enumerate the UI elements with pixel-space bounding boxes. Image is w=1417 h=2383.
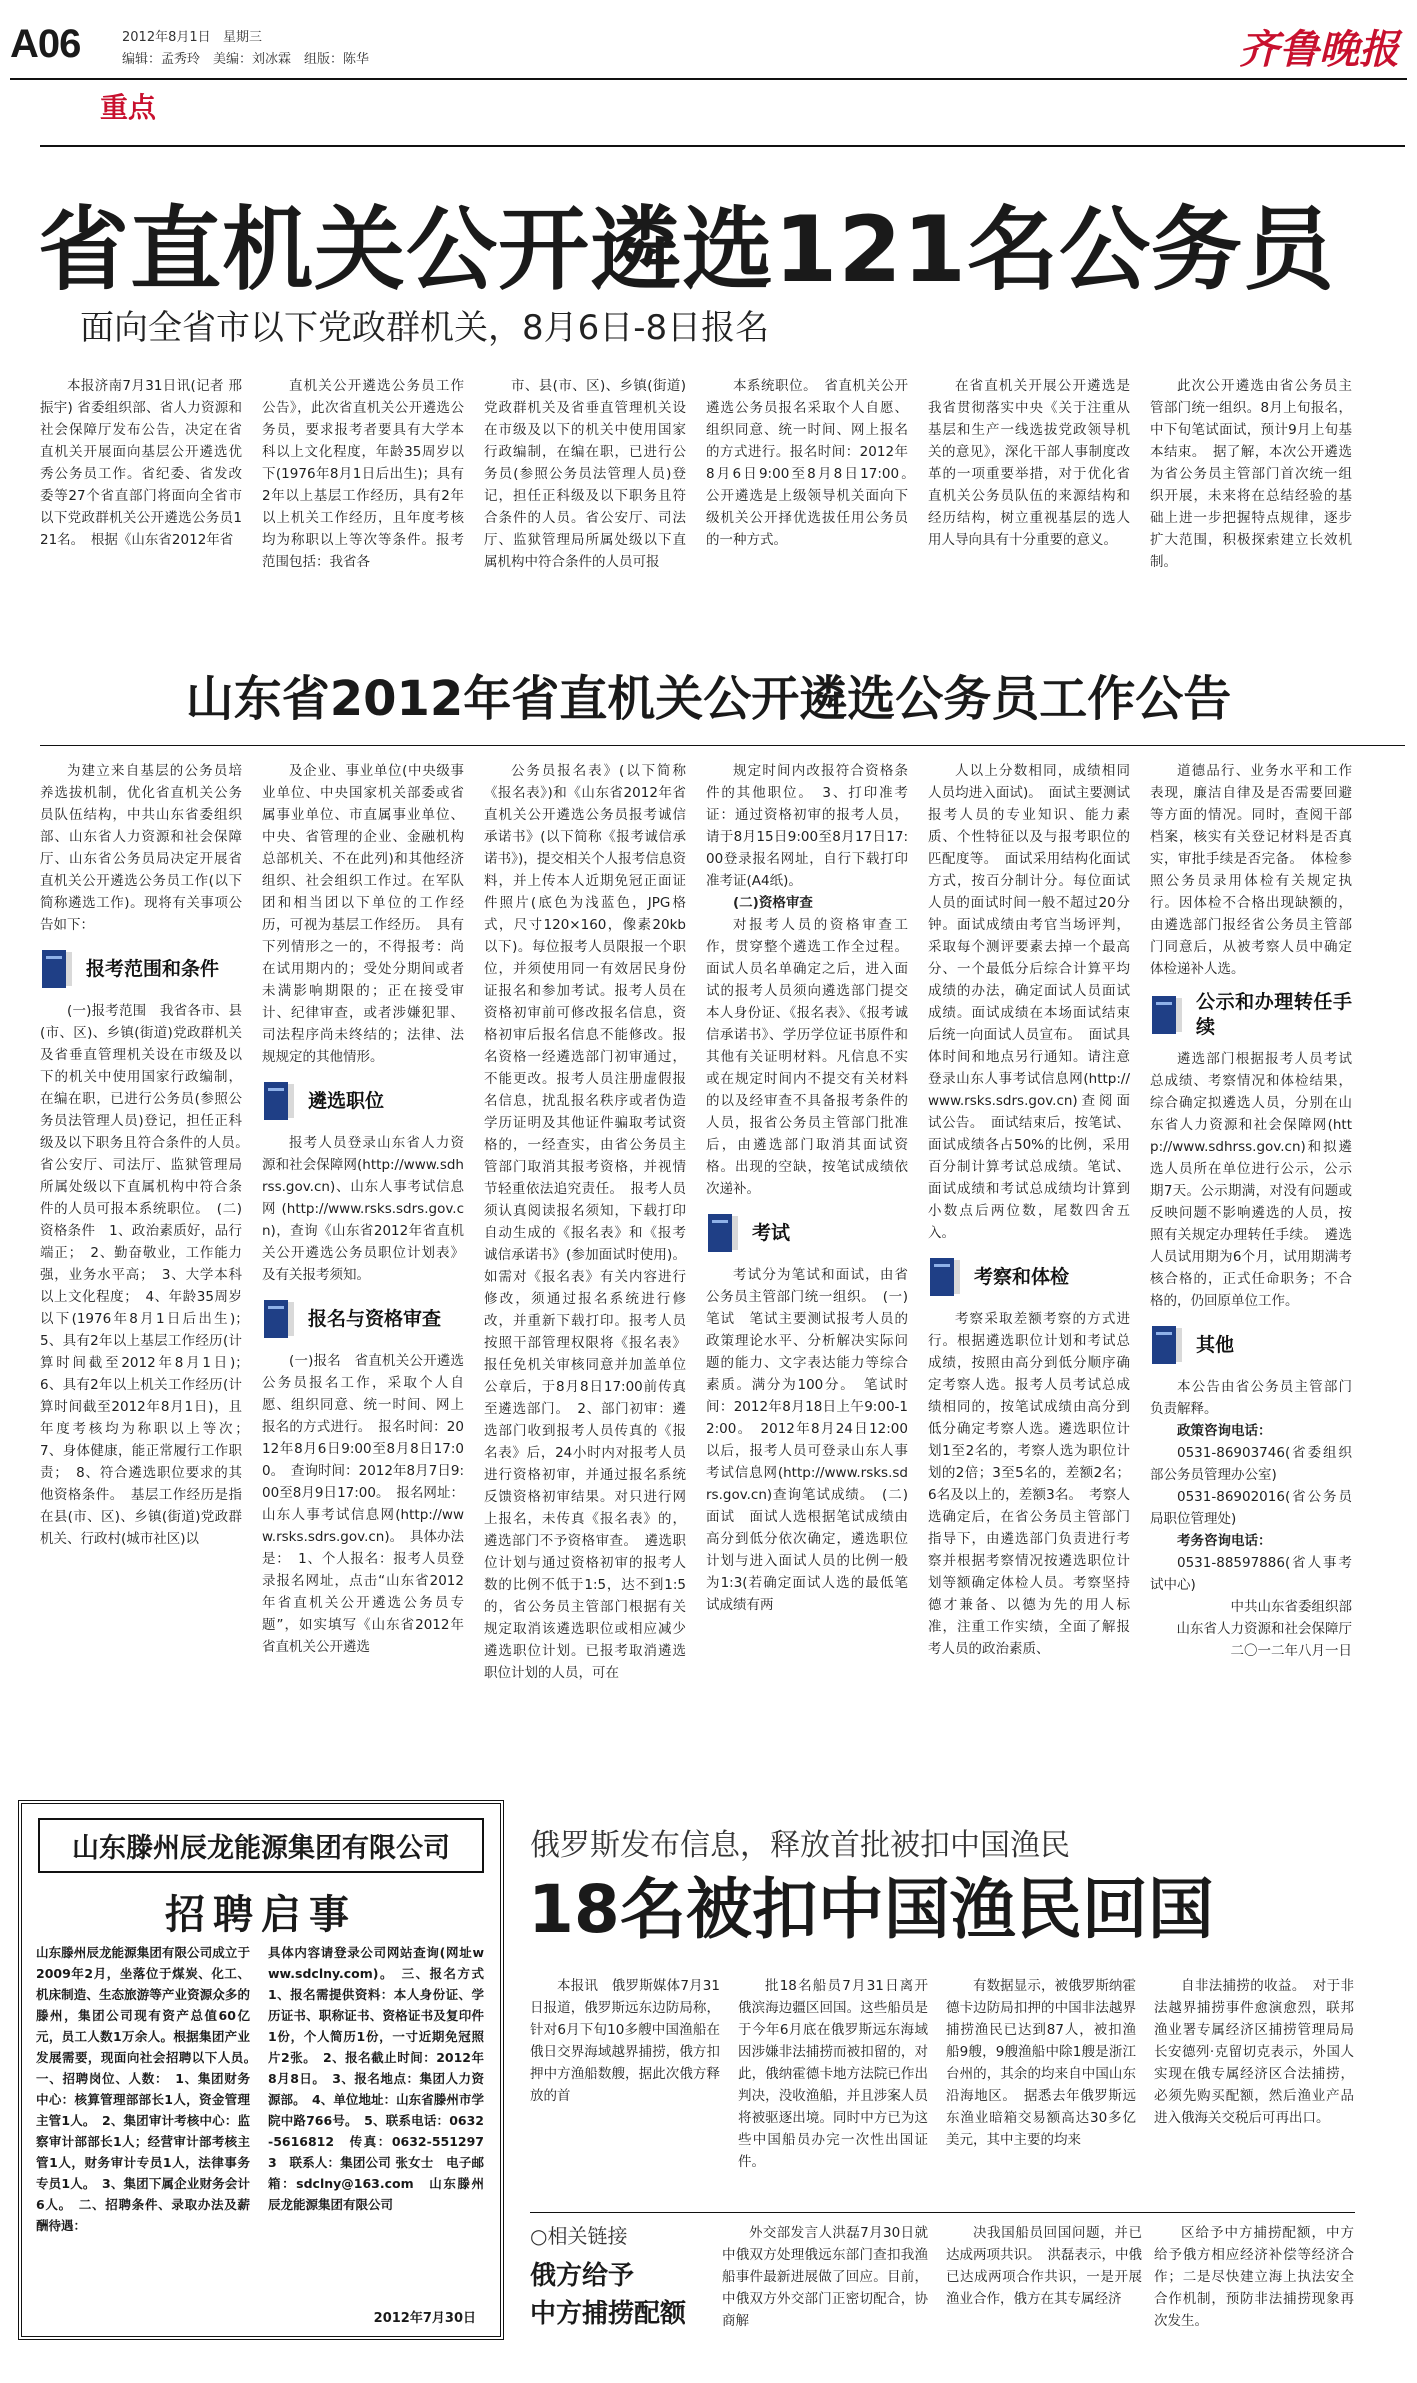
fisher-kicker: 俄罗斯发布信息，释放首批被扣中国渔民 [530, 1828, 1070, 1863]
notice-col-4-bot: 考试分为笔试和面试，由省公务员主管部门统一组织。 (一)笔试 笔试主要测试报考人员的政策理论水平、分析解决实际问题的能力、文字表达能力等综合素质。满分为100分。 笔试时间：2012年8月18日上午9:00-12:00。 2012年8月24日12:00以后，报考人员可登录山东人事考试信息网(http://www.rsks.sdrs.gov.cn)查询笔试成绩。 (二)面试 面试人选根据笔试成绩由高分到低分依次确定，遴选职位计划与进入面试人员的比例一般为1:3(若确定面试人选的最低笔试成绩有两 [706, 1267, 908, 1613]
section-other [1150, 1322, 1352, 1368]
book-icon [262, 1296, 296, 1342]
ad-col-2: 具体内容请登录公司网站查询(网址www.sdclny.com)。 三、报名方式 1、报名需提供资料：本人身份证、学历证书、职称证书、资格证书及复印件1份，个人简历1份，一寸近期免冠照片2张。 2、报名截止时间：2012年8月8日。 3、报名地点：集团人力资源部。 4、单位地址：山东省滕州市学院中路766号。 5、联系电话：0632-5616812 传真：0632-5512973 联系人：集团公司 张女士 电子邮箱：sdclny@163.com 山东滕州辰龙能源集团有限公司 [268, 1945, 497, 2212]
notice-col-5-bot: 考察采取差额考察的方式进行。根据遴选职位计划和考试总成绩，按照由高分到低分顺序确定考察人选。报考人员考试总成绩相同的，按笔试成绩由高分到低分确定考察人选。遴选职位计划1至2名的，考察人选为职位计划的2倍；3至5名的，差额2名；6名及以上的，差额3名。 考察人选确定后，在省公务员主管部门指导下，由遴选部门负责进行考察并根据考察情况按遴选职位计划等额确定体检人员。考察坚持德才兼备、以德为先的用人标准，注重工作实绩，全面了解报考人员的政治素质、 [928, 1311, 1130, 1657]
lead-col-5-text: 在省直机关开展公开遴选是我省贯彻落实中央《关于注重从基层和生产一线选拔党政领导机关的意见》，深化干部人事制度改革的一项重要举措，对于优化省直机关公务员队伍的来源结构和经历结构，树立重视基层的选人用人导向具有十分重要的意义。 [928, 378, 1130, 548]
fisher-col-3-text: 有数据显示，被俄罗斯纳霍德卡边防局扣押的中国非法越界捕捞渔民已达到87人，被扣渔船9艘，9艘渔船中除1艘是浙江台州的，其余的均来自中国山东沿海地区。 据悉去年俄罗斯远东渔业暗箱交易额高达30多亿美元，其中主要的均来 [946, 1978, 1136, 2148]
related-title-2: 中方捕捞配额 [530, 2299, 687, 2329]
fisher-col-4 [1154, 1975, 1354, 2129]
section-positions-title: 遴选职位 [308, 1089, 385, 1112]
notice-col-6-mid: 遴选部门根据报考人员考试总成绩、考察情况和体检结果，综合确定拟遴选人员，分别在山东省人力资源和社会保障网(http://www.sdhrss.gov.cn)和拟遴选人员所在单位进行公示，公示期7天。公示期满，对没有问题或反映问题不影响遴选的人员，按照有关规定办理转任手续。 遴选人员试用期为6个月，试用期满考核合格的，正式任命职务；不合格的，仍回原单位工作。 [1150, 1051, 1352, 1309]
related-link-box [530, 2220, 705, 2333]
section-registration [262, 1296, 464, 1342]
notice-title: 山东省2012年省直机关公开遴选公务员工作公告 [185, 671, 1232, 727]
section-name: 重点 [100, 91, 157, 124]
related-col-3 [1154, 2222, 1354, 2332]
lead-col-4 [706, 375, 922, 551]
notice-col-4-top: 规定时间内改报符合资格条件的其他职位。 3、打印准考证：通过资格初审的报考人员，请于8月15日9:00至8月17日17:00登录报名网址，自行下载打印准考证(A4纸)。 [706, 763, 908, 889]
notice-col-2 [262, 760, 464, 1658]
book-icon [262, 1078, 296, 1124]
lead-col-5 [928, 375, 1130, 551]
section-exam-title: 考试 [752, 1221, 791, 1244]
related-col-3-text: 区给予中方捕捞配额，中方给予俄方相应经济补偿等经济合作；二是尽快建立海上执法安全合作机制，预防非法捕捞现象再次发生。 [1154, 2225, 1354, 2329]
lead-col-1 [40, 375, 242, 551]
notice-col-4 [706, 760, 908, 1616]
recruitment-ad [18, 1800, 504, 2340]
signature-date: 二〇一二年八月一日 [1230, 1643, 1352, 1659]
ad-title: 招聘启事 [165, 1891, 357, 1938]
header-rule [10, 78, 1407, 80]
related-col-2 [946, 2222, 1142, 2310]
related-col-1 [722, 2222, 928, 2332]
section-exam [706, 1210, 908, 1256]
fisher-col-1-text: 本报讯 俄罗斯媒体7月31日报道，俄罗斯远东边防局称，针对6月下旬10多艘中国渔船在俄日交界海域越界捕捞，俄方扣押中方渔船数艘，据此次俄方释放的首 [530, 1978, 720, 2104]
fisher-col-4-text: 自非法捕捞的收益。 对于非法越界捕捞事件愈演愈烈，联邦渔业署专属经济区捕捞管理局局长安德列·克留切克表示，外国人实现在俄专属经济区合法捕捞，必须先购买配额，然后渔业产品进入俄海关交税后可再出口。 [1154, 1978, 1354, 2126]
fisher-col-2 [738, 1975, 928, 2173]
phone-3: 0531-88597886(省人事考试中心) [1150, 1555, 1352, 1593]
circle-icon: ○ [530, 2224, 548, 2248]
phone-2: 0531-86902016(省公务员局职位管理处) [1150, 1489, 1352, 1527]
notice-col-6-bot: 本公告由省公务员主管部门负责解释。 [1150, 1379, 1352, 1417]
related-link-rule [530, 2212, 1355, 2213]
weekday-text: 星期三 [223, 30, 263, 45]
related-title-1: 俄方给予 [530, 2261, 635, 2291]
fisher-headline: 18名被扣中国渔民回国 [528, 1871, 1214, 1948]
ad-date: 2012年7月30日 [373, 2311, 476, 2326]
notice-col-5-top: 人以上分数相同，成绩相同人员均进入面试)。 面试主要测试报考人员的专业知识、能力素质、个性特征以及与报考职位的匹配度等。 面试采用结构化面试方式，按百分制计分。每位面试人员的面试时间一般不超过20分钟。面试成绩由考官当场评判，采取每个测评要素去掉一个最高分、一个最低分后综合计算平均成绩的办法，确定面试人员面试成绩。面试成绩在本场面试结束后统一向面试人员宣布。 面试具体时间和地点另行通知。请注意登录山东人事考试信息网(http://www.rsks.sdrs.gov.cn)查阅面试公告。 面试结束后，按笔试、面试成绩各占50%的比例，采用百分制计算考试总成绩。笔试、面试成绩和考试总成绩均计算到小数点后两位数，尾数四舍五入。 [928, 763, 1130, 1241]
header-editors: 编辑：孟秀玲 美编：刘冰霖 组版：陈华 [122, 52, 370, 67]
section-inspection-title: 考察和体检 [974, 1265, 1070, 1288]
section-scope [40, 946, 242, 992]
signature-org-2: 山东省人力资源和社会保障厅 [1176, 1621, 1352, 1637]
signature-org-1: 中共山东省委组织部 [1230, 1599, 1352, 1615]
header-date [122, 26, 262, 45]
book-icon [1150, 992, 1184, 1038]
section-publicity [1150, 990, 1352, 1040]
notice-col-4-sub: (二)资格审查 [733, 895, 813, 911]
masthead-logo: 齐鲁晚报 [1239, 26, 1399, 73]
lead-col-6-text: 此次公开遴选由省公务员主管部门统一组织。8月上旬报名，中下旬笔试面试，预计9月上旬基本结束。 据了解，本次公开遴选为省公务员主管部门首次统一组织开展，未来将在总结经验的基础上进一步把握特点规律，逐步扩大范围，积极探索建立长效机制。 [1150, 378, 1352, 570]
section-positions [262, 1078, 464, 1124]
lead-col-4-text: 本系统职位。 省直机关公开遴选公务员报名采取个人自愿、组织同意、统一时间、网上报名的方式进行。报名时间：2012年8月6日9:00至8月8日17:00。 公开遴选是上级领导机关面向下级机关公开择优选拔任用公务员的一种方式。 [706, 378, 922, 548]
lead-col-2 [262, 375, 464, 573]
notice-col-2-bot: (一)报名 省直机关公开遴选公务员报名工作，采取个人自愿、组织同意、统一时间、网上报名的方式进行。 报名时间：2012年8月6日9:00至8月8日17:00。 查询时间：2012年8月7日9:00至8月9日17:00。 报名网址：山东人事考试信息网(http://www.rsks.sdrs.gov.cn)。 具体办法是： 1、个人报名：报考人员登录报名网址，点击“山东省2012年省直机关公开遴选公务员专题”，如实填写《山东省2012年省直机关公开遴选 [262, 1353, 464, 1655]
notice-col-6-top: 道德品行、业务水平和工作表现，廉洁自律及是否需要回避等方面的情况。同时，查阅干部档案，核实有关登记材料是否真实，审批手续是否完备。 体检参照公务员录用体检有关规定执行。因体检不合格出现缺额的，由遴选部门报经省公务员主管部门同意后，从被考察人员中确定体检递补人选。 [1150, 763, 1352, 977]
lead-col-1-text: 本报济南7月31日讯(记者 邢振宇) 省委组织部、省人力资源和社会保障厅发布公告，决定在省直机关开展面向基层公开遴选优秀公务员工作。省纪委、省发改委等27个省直部门将面向全省市以下党政群机关公开遴选公务员121名。 根据《山东省2012年省 [40, 378, 242, 548]
notice-col-4-mid: 对报考人员的资格审查工作，贯穿整个遴选工作全过程。面试人员名单确定之后，进入面试的报考人员须向遴选部门提交本人身份证、《报名表》、《报考诚信承诺书》、学历学位证书原件和其他有关证明材料。凡信息不实或在规定时间内不提交有关材料的以及经审查不具备报考条件的人员，报省公务员主管部门批准后，由遴选部门取消其面试资格。出现的空缺，按笔试成绩依次递补。 [706, 917, 908, 1197]
lead-col-3 [484, 375, 686, 573]
notice-col-5 [928, 760, 1130, 1660]
book-icon [928, 1254, 962, 1300]
lead-subtitle: 面向全省市以下党政群机关，8月6日-8日报名 [80, 308, 770, 348]
notice-title-rule [40, 745, 1405, 746]
book-icon [40, 946, 74, 992]
lead-top-rule [40, 145, 1405, 147]
fisher-col-1 [530, 1975, 720, 2107]
lead-col-2-text: 直机关公开遴选公务员工作公告》，此次省直机关公开遴选公务员，要求报考者要具有大学本科以上文化程度，年龄35周岁以下(1976年8月1日后出生)；具有2年以上基层工作经历，具有2年以上机关工作经历，且年度考核均为称职以上等次等条件。报考范围包括：我省各 [262, 378, 464, 570]
section-inspection [928, 1254, 1130, 1300]
ad-company: 山东滕州辰龙能源集团有限公司 [38, 1818, 484, 1873]
notice-col-1 [40, 760, 256, 1550]
section-registration-title: 报名与资格审查 [308, 1307, 442, 1330]
notice-col-2-mid: 报考人员登录山东省人力资源和社会保障网(http://www.sdhrss.gov.cn)、山东人事考试信息网(http://www.rsks.sdrs.gov.cn)，查询《山东省2012年省直机关公开遴选公务员职位计划表》及有关报考须知。 [262, 1135, 464, 1283]
lead-col-6 [1150, 375, 1352, 573]
notice-col-6 [1150, 760, 1352, 1662]
related-col-1-text: 外交部发言人洪磊7月30日就中俄双方处理俄远东部门查扣我渔船事件最新进展做了回应。目前，中俄双方外交部门正密切配合，协商解 [722, 2225, 928, 2329]
section-publicity-title: 公示和办理转任手续 [1196, 991, 1352, 1038]
related-col-2-text: 决我国船员回国问题，并已达成两项共识。 洪磊表示，中俄已达成两项合作共识，一是开展渔业合作，俄方在其专属经济 [946, 2225, 1142, 2307]
lead-col-3-text: 市、县(市、区)、乡镇(街道)党政群机关及省垂直管理机关设在市级及以下的机关中使用国家行政编制，在编在职，已进行公务员(参照公务员法管理人员)登记，担任正科级及以下职务且符合条件的人员。省公安厅、司法厅、监狱管理局所属处级以下直属机构中符合条件的人员可报 [484, 378, 686, 570]
ad-col-1: 山东滕州辰龙能源集团有限公司成立于2009年2月，坐落位于煤炭、化工、机床制造、生态旅游等产业资源众多的滕州，集团公司现有资产总值60亿元，员工人数1万余人。根据集团产业发展需要，现面向社会招聘以下人员。 一、招聘岗位、人数： 1、集团财务中心：核算管理部部长1人，资金管理主管1人。 2、集团审计考核中心：监察审计部部长1人；经营审计部考核主管1人，财务审计专员1人，法律事务专员1人。 3、集团下属企业财务会计6人。 二、招聘条件、录取办法及薪酬待遇： [36, 1945, 263, 2233]
lead-headline: 省直机关公开遴选121名公务员 [38, 198, 1335, 303]
fisher-col-2-text: 批18名船员7月31日离开俄滨海边疆区回国。这些船员是于今年6月底在俄罗斯远东海域因涉嫌非法捕捞而被扣留的，对此，俄纳霍德卡地方法院已作出判决，没收渔船，并且涉案人员将被驱逐出境。同时中方已为这些中国船员办完一次性出国证件。 [738, 1978, 928, 2170]
section-scope-title: 报考范围和条件 [86, 957, 220, 980]
notice-col-3 [484, 760, 686, 1684]
notice-intro: 为建立来自基层的公务员培养选拔机制，优化省直机关公务员队伍结构，中共山东省委组织部、山东省人力资源和社会保障厅、山东省公务员局决定开展省直机关公开遴选公务员工作(以下简称遴选工作)。现将有关事项公告如下： [40, 763, 242, 933]
phones-title-2: 考务咨询电话： [1177, 1533, 1272, 1549]
fisher-col-3 [946, 1975, 1136, 2151]
phones-title-1: 政策咨询电话： [1177, 1423, 1272, 1439]
page-number: A06 [10, 22, 81, 66]
notice-col-1-body: (一)报考范围 我省各市、县(市、区)、乡镇(街道)党政群机关及省垂直管理机关设在市级及以下的机关中使用国家行政编制，在编在职，已进行公务员(参照公务员法管理人员)登记，担任正科级及以下职务且符合条件的人员。 省公安厅、司法厅、监狱管理局所属处级以下直属机构中符合条件的人员可报本系统职位。 (二)资格条件 1、政治素质好，品行端正； 2、勤奋敬业，工作能力强，业务水平高； 3、大学本科以上文化程度； 4、年龄35周岁以下(1976年8月1日后出生)； 5、具有2年以上基层工作经历(计算时间截至2012年8月1日)； 6、具有2年以上机关工作经历(计算时间截至2012年8月1日)，且年度考核均为称职以上等次； 7、身体健康，能正常履行工作职责； 8、符合遴选职位要求的其他资格条件。 基层工作经历是指在县(市、区)、乡镇(街道)党政群机关、行政村(城市社区)以 [40, 1003, 256, 1547]
phone-1: 0531-86903746(省委组织部公务员管理办公室) [1150, 1445, 1352, 1483]
book-icon [1150, 1322, 1184, 1368]
notice-col-3-text: 公务员报名表》(以下简称《报名表》)和《山东省2012年省直机关公开遴选公务员报考诚信承诺书》(以下简称《报考诚信承诺书》)，提交相关个人报考信息资料，并上传本人近期免冠正面证件照片(底色为浅蓝色，JPG格式，尺寸120×160，像素20kb以下)。每位报考人员限报一个职位，并须使用同一有效居民身份证报名和参加考试。报考人员在资格初审前可修改报名信息，资格初审后报名信息不能修改。报名资格一经遴选部门初审通过，不能更改。报考人员注册虚假报名信息，扰乱报名秩序或者伪造学历证明及其他证件骗取考试资格的，一经查实，由省公务员主管部门取消其报考资格，并视情节轻重依法追究责任。 报考人员须认真阅读报名须知，下载打印自动生成的《报名表》和《报考诚信承诺书》(参加面试时使用)。如需对《报名表》有关内容进行修改，须通过报名系统进行修改，并重新下载打印。报考人员按照干部管理权限将《报名表》报任免机关审核同意并加盖单位公章后，于8月8日17:00前传真至遴选部门。 2、部门初审：遴选部门收到报考人员传真的《报名表》后，24小时内对报考人员进行资格初审，并通过报名系统反馈资格初审结果。对只进行网上报名，未传真《报名表》的，遴选部门不予资格审查。 遴选职位计划与通过资格初审的报考人数的比例不低于1:5，达不到1:5的，省公务员主管部门根据有关规定取消该遴选职位或相应减少遴选职位计划。已报考取消遴选职位计划的人员，可在 [484, 763, 686, 1681]
related-link-label [530, 2220, 705, 2249]
related-link-label-text: 相关链接 [547, 2224, 628, 2248]
notice-col-2-top: 及企业、事业单位(中央级事业单位、中央国家机关部委或省属事业单位、市直属事业单位、中央、省管理的企业、金融机构总部机关、不在此列)和其他经济组织、社会组织工作过。在军队团和相当团以下单位的工作经历，可视为基层工作经历。 具有下列情形之一的，不得报考：尚在试用期内的；受处分期间或者未满影响期限的；正在接受审计、纪律审查，或者涉嫌犯罪、司法程序尚未终结的；法律、法规规定的其他情形。 [262, 763, 464, 1065]
date-text: 2012年8月1日 [122, 30, 211, 45]
book-icon [706, 1210, 740, 1256]
section-other-title: 其他 [1196, 1333, 1235, 1356]
